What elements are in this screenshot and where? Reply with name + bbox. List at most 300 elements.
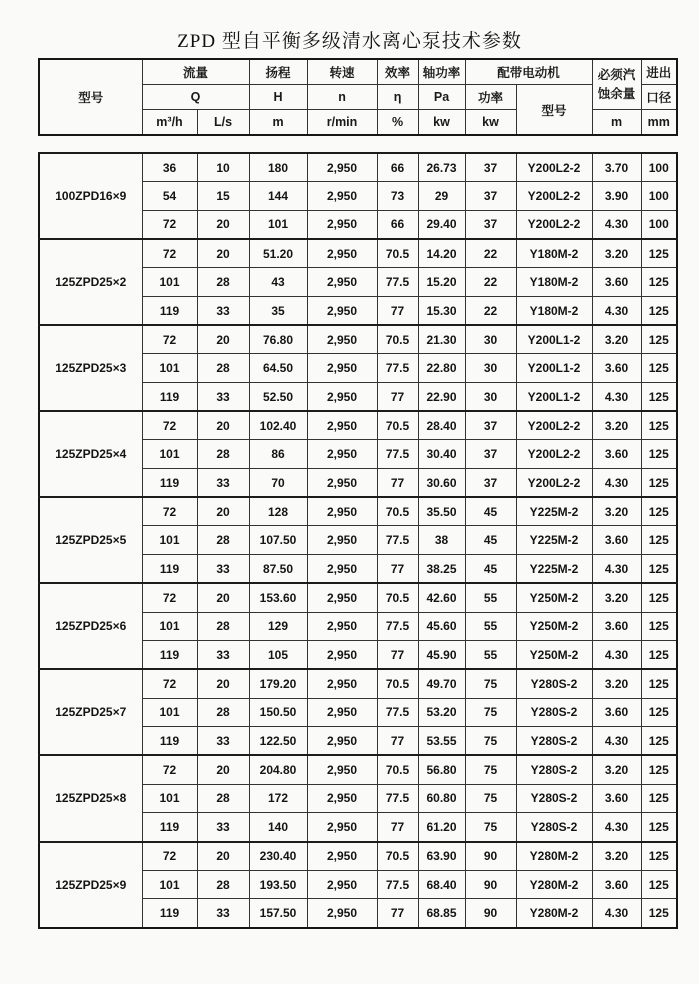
cell-speed-rmin: 2,950 [307, 641, 377, 670]
header-efficiency: 效率 [377, 59, 418, 85]
cell-motor-model: Y250M-2 [516, 583, 592, 612]
cell-shaft-power-kw: 29.40 [418, 210, 465, 239]
cell-npsh-m: 4.30 [592, 899, 641, 928]
cell-eff-pct: 70.5 [377, 842, 418, 871]
cell-head-m: 43 [249, 268, 307, 297]
cell-npsh-m: 3.60 [592, 870, 641, 899]
cell-flow-m3h: 72 [142, 842, 197, 871]
cell-flow-m3h: 72 [142, 669, 197, 698]
cell-head-m: 140 [249, 813, 307, 842]
cell-motor-power-kw: 75 [465, 669, 516, 698]
cell-flow-ls: 28 [197, 526, 249, 555]
cell-flow-m3h: 119 [142, 555, 197, 584]
cell-port-mm: 125 [641, 899, 677, 928]
header-head-symbol: H [249, 85, 307, 110]
cell-shaft-power-kw: 26.73 [418, 153, 465, 182]
cell-flow-ls: 28 [197, 440, 249, 469]
cell-motor-model: Y200L2-2 [516, 411, 592, 440]
cell-port-mm: 100 [641, 153, 677, 182]
cell-npsh-m: 4.30 [592, 555, 641, 584]
cell-motor-power-kw: 37 [465, 440, 516, 469]
cell-port-mm: 125 [641, 698, 677, 727]
cell-npsh-m: 3.20 [592, 497, 641, 526]
table-row [39, 325, 677, 354]
header-head: 扬程 [249, 59, 307, 85]
cell-motor-model: Y200L2-2 [516, 469, 592, 498]
cell-flow-m3h: 101 [142, 268, 197, 297]
cell-port-mm: 125 [641, 526, 677, 555]
cell-motor-power-kw: 30 [465, 325, 516, 354]
cell-motor-power-kw: 75 [465, 784, 516, 813]
header-efficiency-symbol: η [377, 85, 418, 110]
cell-motor-model: Y280S-2 [516, 755, 592, 784]
cell-npsh-m: 4.30 [592, 383, 641, 412]
page-title: ZPD 型自平衡多级清水离心泵技术参数 [177, 31, 522, 52]
cell-flow-ls: 33 [197, 469, 249, 498]
header-motor-power: 功率 [465, 85, 516, 110]
cell-port-mm: 125 [641, 612, 677, 641]
cell-shaft-power-kw: 53.55 [418, 727, 465, 756]
header-port-unit: mm [641, 110, 677, 136]
cell-flow-ls: 20 [197, 210, 249, 239]
cell-flow-m3h: 119 [142, 813, 197, 842]
cell-eff-pct: 70.5 [377, 239, 418, 268]
cell-motor-model: Y225M-2 [516, 555, 592, 584]
cell-eff-pct: 77.5 [377, 698, 418, 727]
cell-speed-rmin: 2,950 [307, 182, 377, 211]
header-port-line2: 口径 [641, 85, 677, 110]
cell-flow-ls: 20 [197, 497, 249, 526]
table-row [39, 239, 677, 268]
cell-motor-power-kw: 90 [465, 842, 516, 871]
cell-shaft-power-kw: 53.20 [418, 698, 465, 727]
cell-flow-ls: 15 [197, 182, 249, 211]
table-row [39, 842, 677, 871]
cell-eff-pct: 70.5 [377, 411, 418, 440]
cell-motor-power-kw: 75 [465, 813, 516, 842]
cell-shaft-power-kw: 30.40 [418, 440, 465, 469]
cell-flow-ls: 33 [197, 641, 249, 670]
cell-speed-rmin: 2,950 [307, 383, 377, 412]
cell-eff-pct: 70.5 [377, 755, 418, 784]
cell-flow-m3h: 72 [142, 755, 197, 784]
cell-motor-power-kw: 22 [465, 239, 516, 268]
cell-flow-ls: 20 [197, 755, 249, 784]
table-row [39, 755, 677, 784]
cell-head-m: 128 [249, 497, 307, 526]
cell-eff-pct: 77.5 [377, 268, 418, 297]
cell-port-mm: 125 [641, 555, 677, 584]
cell-motor-power-kw: 75 [465, 727, 516, 756]
cell-npsh-m: 3.60 [592, 268, 641, 297]
header-shaft-power: 轴功率 [418, 59, 465, 85]
cell-eff-pct: 66 [377, 210, 418, 239]
cell-motor-power-kw: 55 [465, 583, 516, 612]
cell-npsh-m: 4.30 [592, 813, 641, 842]
cell-flow-ls: 28 [197, 268, 249, 297]
cell-shaft-power-kw: 61.20 [418, 813, 465, 842]
cell-port-mm: 100 [641, 182, 677, 211]
cell-eff-pct: 70.5 [377, 669, 418, 698]
header-port-line1: 进出 [641, 59, 677, 85]
cell-shaft-power-kw: 49.70 [418, 669, 465, 698]
cell-flow-m3h: 72 [142, 325, 197, 354]
cell-flow-ls: 28 [197, 698, 249, 727]
cell-motor-power-kw: 75 [465, 755, 516, 784]
header-flow-symbol: Q [142, 85, 249, 110]
pump-table-body-table [38, 152, 678, 929]
cell-port-mm: 125 [641, 239, 677, 268]
cell-head-m: 51.20 [249, 239, 307, 268]
cell-eff-pct: 77 [377, 813, 418, 842]
cell-flow-m3h: 36 [142, 153, 197, 182]
cell-motor-power-kw: 22 [465, 268, 516, 297]
cell-head-m: 102.40 [249, 411, 307, 440]
cell-npsh-m: 3.60 [592, 354, 641, 383]
cell-speed-rmin: 2,950 [307, 583, 377, 612]
cell-shaft-power-kw: 45.90 [418, 641, 465, 670]
cell-port-mm: 125 [641, 469, 677, 498]
cell-shaft-power-kw: 28.40 [418, 411, 465, 440]
cell-eff-pct: 77.5 [377, 354, 418, 383]
cell-motor-model: Y200L2-2 [516, 182, 592, 211]
cell-head-m: 35 [249, 296, 307, 325]
cell-flow-m3h: 119 [142, 899, 197, 928]
cell-shaft-power-kw: 38.25 [418, 555, 465, 584]
cell-pump-model: 125ZPD25×6 [39, 583, 142, 669]
cell-motor-power-kw: 90 [465, 899, 516, 928]
cell-port-mm: 125 [641, 354, 677, 383]
cell-eff-pct: 66 [377, 153, 418, 182]
table-row [39, 411, 677, 440]
cell-npsh-m: 3.60 [592, 526, 641, 555]
cell-npsh-m: 3.60 [592, 440, 641, 469]
cell-shaft-power-kw: 45.60 [418, 612, 465, 641]
cell-head-m: 230.40 [249, 842, 307, 871]
cell-motor-model: Y280M-2 [516, 870, 592, 899]
cell-speed-rmin: 2,950 [307, 268, 377, 297]
cell-motor-power-kw: 37 [465, 411, 516, 440]
cell-port-mm: 125 [641, 727, 677, 756]
cell-shaft-power-kw: 21.30 [418, 325, 465, 354]
cell-flow-m3h: 101 [142, 440, 197, 469]
header-motor-power-unit: kw [465, 110, 516, 136]
cell-motor-model: Y225M-2 [516, 526, 592, 555]
cell-port-mm: 125 [641, 842, 677, 871]
cell-flow-m3h: 72 [142, 497, 197, 526]
cell-head-m: 122.50 [249, 727, 307, 756]
cell-eff-pct: 77 [377, 296, 418, 325]
cell-shaft-power-kw: 56.80 [418, 755, 465, 784]
cell-motor-model: Y180M-2 [516, 239, 592, 268]
cell-head-m: 70 [249, 469, 307, 498]
cell-speed-rmin: 2,950 [307, 440, 377, 469]
cell-shaft-power-kw: 35.50 [418, 497, 465, 526]
header-flow-unit-ls: L/s [197, 110, 249, 136]
cell-head-m: 157.50 [249, 899, 307, 928]
table-row [39, 669, 677, 698]
cell-shaft-power-kw: 68.40 [418, 870, 465, 899]
cell-port-mm: 125 [641, 325, 677, 354]
cell-speed-rmin: 2,950 [307, 526, 377, 555]
table-row [39, 497, 677, 526]
cell-flow-ls: 20 [197, 842, 249, 871]
cell-motor-power-kw: 30 [465, 383, 516, 412]
cell-flow-m3h: 54 [142, 182, 197, 211]
cell-flow-m3h: 72 [142, 210, 197, 239]
cell-head-m: 64.50 [249, 354, 307, 383]
cell-speed-rmin: 2,950 [307, 497, 377, 526]
cell-flow-ls: 33 [197, 296, 249, 325]
cell-flow-ls: 28 [197, 870, 249, 899]
pump-table-body [39, 153, 677, 928]
cell-shaft-power-kw: 22.80 [418, 354, 465, 383]
cell-motor-power-kw: 37 [465, 210, 516, 239]
cell-speed-rmin: 2,950 [307, 669, 377, 698]
cell-head-m: 179.20 [249, 669, 307, 698]
table-row [39, 583, 677, 612]
cell-speed-rmin: 2,950 [307, 296, 377, 325]
cell-pump-model: 125ZPD25×3 [39, 325, 142, 411]
cell-motor-power-kw: 37 [465, 153, 516, 182]
cell-npsh-m: 4.30 [592, 641, 641, 670]
cell-npsh-m: 4.30 [592, 469, 641, 498]
cell-head-m: 52.50 [249, 383, 307, 412]
cell-flow-ls: 33 [197, 555, 249, 584]
cell-eff-pct: 77.5 [377, 440, 418, 469]
cell-motor-power-kw: 45 [465, 526, 516, 555]
cell-port-mm: 125 [641, 440, 677, 469]
cell-npsh-m: 3.20 [592, 239, 641, 268]
cell-eff-pct: 73 [377, 182, 418, 211]
cell-npsh-m: 3.90 [592, 182, 641, 211]
cell-flow-ls: 20 [197, 411, 249, 440]
cell-shaft-power-kw: 30.60 [418, 469, 465, 498]
cell-pump-model: 125ZPD25×9 [39, 842, 142, 928]
cell-head-m: 144 [249, 182, 307, 211]
cell-head-m: 129 [249, 612, 307, 641]
header-pump-model: 型号 [39, 59, 142, 135]
cell-flow-m3h: 101 [142, 526, 197, 555]
cell-speed-rmin: 2,950 [307, 153, 377, 182]
cell-shaft-power-kw: 60.80 [418, 784, 465, 813]
cell-speed-rmin: 2,950 [307, 727, 377, 756]
cell-motor-model: Y200L2-2 [516, 153, 592, 182]
cell-shaft-power-kw: 15.20 [418, 268, 465, 297]
cell-shaft-power-kw: 14.20 [418, 239, 465, 268]
cell-flow-ls: 28 [197, 354, 249, 383]
cell-speed-rmin: 2,950 [307, 899, 377, 928]
cell-motor-model: Y200L2-2 [516, 440, 592, 469]
cell-head-m: 153.60 [249, 583, 307, 612]
cell-flow-ls: 20 [197, 239, 249, 268]
header-row-1 [39, 59, 677, 85]
cell-shaft-power-kw: 42.60 [418, 583, 465, 612]
cell-motor-model: Y180M-2 [516, 296, 592, 325]
cell-shaft-power-kw: 22.90 [418, 383, 465, 412]
cell-speed-rmin: 2,950 [307, 555, 377, 584]
cell-npsh-m: 3.60 [592, 784, 641, 813]
cell-head-m: 172 [249, 784, 307, 813]
cell-flow-m3h: 119 [142, 296, 197, 325]
cell-port-mm: 125 [641, 669, 677, 698]
cell-eff-pct: 77.5 [377, 870, 418, 899]
cell-pump-model: 125ZPD25×8 [39, 755, 142, 841]
cell-eff-pct: 77 [377, 899, 418, 928]
cell-head-m: 76.80 [249, 325, 307, 354]
cell-flow-ls: 20 [197, 325, 249, 354]
cell-flow-ls: 28 [197, 784, 249, 813]
cell-motor-power-kw: 37 [465, 469, 516, 498]
cell-port-mm: 125 [641, 784, 677, 813]
cell-head-m: 107.50 [249, 526, 307, 555]
cell-npsh-m: 3.20 [592, 325, 641, 354]
cell-pump-model: 125ZPD25×5 [39, 497, 142, 583]
cell-speed-rmin: 2,950 [307, 842, 377, 871]
cell-motor-model: Y200L2-2 [516, 210, 592, 239]
cell-flow-ls: 33 [197, 727, 249, 756]
header-motor: 配带电动机 [465, 59, 592, 85]
cell-speed-rmin: 2,950 [307, 354, 377, 383]
cell-pump-model: 100ZPD16×9 [39, 153, 142, 239]
cell-motor-power-kw: 37 [465, 182, 516, 211]
cell-motor-model: Y250M-2 [516, 641, 592, 670]
cell-flow-m3h: 119 [142, 383, 197, 412]
cell-flow-m3h: 101 [142, 870, 197, 899]
cell-speed-rmin: 2,950 [307, 755, 377, 784]
cell-head-m: 101 [249, 210, 307, 239]
cell-flow-m3h: 72 [142, 239, 197, 268]
cell-flow-m3h: 119 [142, 641, 197, 670]
cell-flow-ls: 33 [197, 383, 249, 412]
header-shaft-power-unit: kw [418, 110, 465, 136]
cell-speed-rmin: 2,950 [307, 813, 377, 842]
cell-motor-model: Y200L1-2 [516, 383, 592, 412]
header-npsh-unit: m [592, 110, 641, 136]
cell-eff-pct: 70.5 [377, 497, 418, 526]
cell-npsh-m: 4.30 [592, 296, 641, 325]
cell-motor-model: Y200L1-2 [516, 354, 592, 383]
cell-port-mm: 125 [641, 383, 677, 412]
cell-flow-m3h: 72 [142, 583, 197, 612]
cell-eff-pct: 77.5 [377, 526, 418, 555]
cell-speed-rmin: 2,950 [307, 784, 377, 813]
cell-speed-rmin: 2,950 [307, 612, 377, 641]
cell-eff-pct: 77 [377, 727, 418, 756]
cell-eff-pct: 77 [377, 383, 418, 412]
cell-port-mm: 125 [641, 755, 677, 784]
cell-pump-model: 125ZPD25×7 [39, 669, 142, 755]
cell-shaft-power-kw: 63.90 [418, 842, 465, 871]
cell-head-m: 86 [249, 440, 307, 469]
cell-speed-rmin: 2,950 [307, 469, 377, 498]
cell-npsh-m: 4.30 [592, 727, 641, 756]
cell-port-mm: 125 [641, 497, 677, 526]
cell-shaft-power-kw: 38 [418, 526, 465, 555]
header-flow: 流量 [142, 59, 249, 85]
cell-npsh-m: 3.70 [592, 153, 641, 182]
cell-speed-rmin: 2,950 [307, 411, 377, 440]
cell-motor-model: Y280S-2 [516, 698, 592, 727]
cell-flow-ls: 28 [197, 612, 249, 641]
cell-eff-pct: 77 [377, 469, 418, 498]
cell-eff-pct: 70.5 [377, 583, 418, 612]
header-speed-unit: r/min [307, 110, 377, 136]
cell-motor-model: Y250M-2 [516, 612, 592, 641]
cell-motor-model: Y280S-2 [516, 784, 592, 813]
cell-speed-rmin: 2,950 [307, 210, 377, 239]
cell-motor-model: Y280S-2 [516, 669, 592, 698]
cell-eff-pct: 77.5 [377, 784, 418, 813]
cell-npsh-m: 3.20 [592, 411, 641, 440]
cell-eff-pct: 70.5 [377, 325, 418, 354]
cell-flow-m3h: 101 [142, 698, 197, 727]
cell-eff-pct: 77 [377, 555, 418, 584]
cell-flow-m3h: 101 [142, 354, 197, 383]
cell-motor-power-kw: 55 [465, 612, 516, 641]
cell-flow-m3h: 101 [142, 612, 197, 641]
header-motor-model: 型号 [516, 85, 592, 136]
cell-motor-power-kw: 22 [465, 296, 516, 325]
cell-motor-power-kw: 55 [465, 641, 516, 670]
cell-flow-ls: 33 [197, 899, 249, 928]
header-efficiency-unit: % [377, 110, 418, 136]
cell-flow-ls: 20 [197, 583, 249, 612]
cell-motor-model: Y180M-2 [516, 268, 592, 297]
cell-flow-m3h: 119 [142, 727, 197, 756]
header-speed: 转速 [307, 59, 377, 85]
cell-port-mm: 125 [641, 296, 677, 325]
cell-flow-ls: 10 [197, 153, 249, 182]
cell-motor-power-kw: 30 [465, 354, 516, 383]
cell-motor-model: Y200L1-2 [516, 325, 592, 354]
cell-motor-model: Y280M-2 [516, 899, 592, 928]
cell-motor-power-kw: 45 [465, 555, 516, 584]
cell-head-m: 193.50 [249, 870, 307, 899]
header-head-unit: m [249, 110, 307, 136]
header-npsh: 必须汽蚀余量 [592, 59, 641, 110]
cell-speed-rmin: 2,950 [307, 239, 377, 268]
cell-motor-power-kw: 75 [465, 698, 516, 727]
cell-eff-pct: 77 [377, 641, 418, 670]
cell-npsh-m: 3.20 [592, 842, 641, 871]
cell-flow-ls: 20 [197, 669, 249, 698]
header-shaft-power-symbol: Pa [418, 85, 465, 110]
cell-flow-ls: 33 [197, 813, 249, 842]
cell-motor-power-kw: 45 [465, 497, 516, 526]
pump-table-header [38, 58, 678, 136]
cell-flow-m3h: 101 [142, 784, 197, 813]
cell-port-mm: 125 [641, 870, 677, 899]
table-row [39, 153, 677, 182]
cell-npsh-m: 3.60 [592, 612, 641, 641]
cell-port-mm: 125 [641, 268, 677, 297]
cell-head-m: 87.50 [249, 555, 307, 584]
cell-port-mm: 125 [641, 641, 677, 670]
cell-head-m: 204.80 [249, 755, 307, 784]
cell-pump-model: 125ZPD25×2 [39, 239, 142, 325]
cell-speed-rmin: 2,950 [307, 870, 377, 899]
cell-port-mm: 125 [641, 813, 677, 842]
header-flow-unit-m3h: m³/h [142, 110, 197, 136]
cell-motor-model: Y280S-2 [516, 727, 592, 756]
cell-flow-m3h: 119 [142, 469, 197, 498]
cell-motor-model: Y225M-2 [516, 497, 592, 526]
cell-npsh-m: 3.60 [592, 698, 641, 727]
cell-port-mm: 100 [641, 210, 677, 239]
cell-motor-model: Y280S-2 [516, 813, 592, 842]
cell-shaft-power-kw: 15.30 [418, 296, 465, 325]
